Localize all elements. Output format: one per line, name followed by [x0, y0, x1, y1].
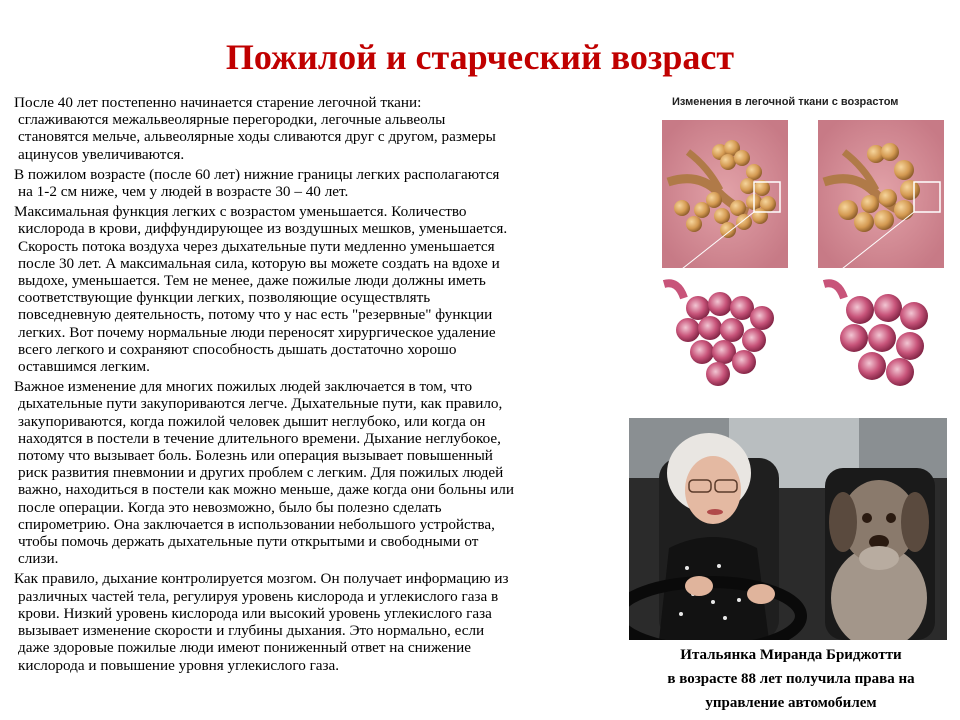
lung-tissue-figure [658, 96, 948, 396]
text-line: потому что вызывает боль. Болезнь или операция вызывает повышенный [18, 447, 493, 465]
text-line: чтобы помочь держать дыхательные пути открытыми и свободными от [18, 533, 479, 551]
lung-figure-caption: Изменения в легочной ткани с возрастом [672, 96, 899, 108]
text-line: выдохе, уменьшается. Тем не менее, даже пожилые люди должны иметь [18, 272, 486, 290]
text-line: даже здоровые пожилые люди имеют пониженный ответ на снижение [18, 639, 471, 657]
text-line: Максимальная функция легких с возрастом уменьшается. Количество [14, 203, 467, 221]
text-line: закупориваются, когда пожилой человек дышит неглубоко, или когда он [18, 412, 486, 430]
text-line: всего легкого и сохраняют способность дышать достаточно хорошо [18, 340, 457, 358]
driver-photo [629, 418, 947, 640]
text-line: спирометрию. Она заключается в использовании небольшого устройства, [18, 515, 495, 533]
text-line: риск развития пневмонии и других проблем с легким. Для пожилых людей [18, 464, 504, 482]
page-title: Пожилой и старческий возраст [225, 37, 735, 77]
text-line: В пожилом возрасте (после 60 лет) нижние границы легких располагаются [14, 165, 500, 183]
text-line: различных частей тела, регулируя уровень кислорода и углекислого газа в [18, 587, 499, 605]
caption-line: в возрасте 88 лет получила права на [667, 671, 915, 687]
paragraph-3 [14, 203, 630, 376]
text-line: крови. Низкий уровень кислорода или высокий уровень углекислого газа [18, 604, 492, 622]
text-line: Как правило, дыхание контролируется мозгом. Он получает информацию из [14, 570, 509, 588]
paragraph-1 [14, 94, 630, 163]
text-line: Важное изменение для многих пожилых людей заключается в том, что [14, 378, 473, 396]
text-line: соответствующие функции легких, позволяющие осуществлять [18, 289, 431, 307]
text-line: ацинусов увеличиваются. [18, 145, 185, 163]
photo-caption [632, 643, 950, 715]
text-line: кислорода в крови, диффундирующее из воздушных мешков, уменьшается. [18, 220, 508, 238]
text-line: на 1-2 см ниже, чем у людей в возрасте 30 – 40 лет. [18, 183, 349, 201]
text-line: находятся в постели в течение длительного времени. Дыхание неглубокое, [18, 429, 501, 447]
text-line: важно, находиться в постели как можно меньше, даже когда они больны или [18, 481, 515, 499]
driver-photo-illustration [629, 418, 947, 640]
text-line: кислорода и повышение уровня углекислого газа. [18, 656, 340, 674]
lung-tissue-illustration [658, 112, 948, 397]
paragraph-4 [14, 378, 630, 568]
caption-line: управление автомобилем [705, 695, 877, 711]
main-text [14, 94, 630, 677]
text-line: вызывает изменение скорости и глубины дыхания. Это нормально, если [18, 622, 485, 640]
text-line: Скорость потока воздуха через дыхательные пути медленно уменьшается [18, 237, 495, 255]
paragraph-2 [14, 165, 630, 201]
paragraph-5 [14, 570, 630, 674]
text-line: повседневную деятельность, потому что у нас есть "резервные" функции [18, 306, 493, 324]
caption-line: Итальянка Миранда Бриджотти [680, 647, 902, 663]
text-line: После 40 лет постепенно начинается старение легочной ткани: [14, 94, 422, 111]
text-line: становятся мельче, альвеолярные ходы сливаются друг с другом, размеры [18, 128, 496, 146]
text-line: после операции. Когда это невозможно, было бы полезно сделать [18, 498, 442, 516]
text-line: дыхательные пути закупориваются легче. Дыхательные пути, как правило, [18, 395, 503, 413]
text-line: оставшимся легким. [18, 358, 150, 376]
text-line: сглаживаются межальвеолярные перегородки, легочные альвеолы [18, 111, 446, 129]
text-line: легких. Вот почему нормальные люди переносят хирургическое удаление [18, 323, 496, 341]
text-line: слизи. [18, 550, 59, 568]
text-line: после 30 лет. А максимальная сила, которую вы можете создать на вдохе и [18, 254, 500, 272]
